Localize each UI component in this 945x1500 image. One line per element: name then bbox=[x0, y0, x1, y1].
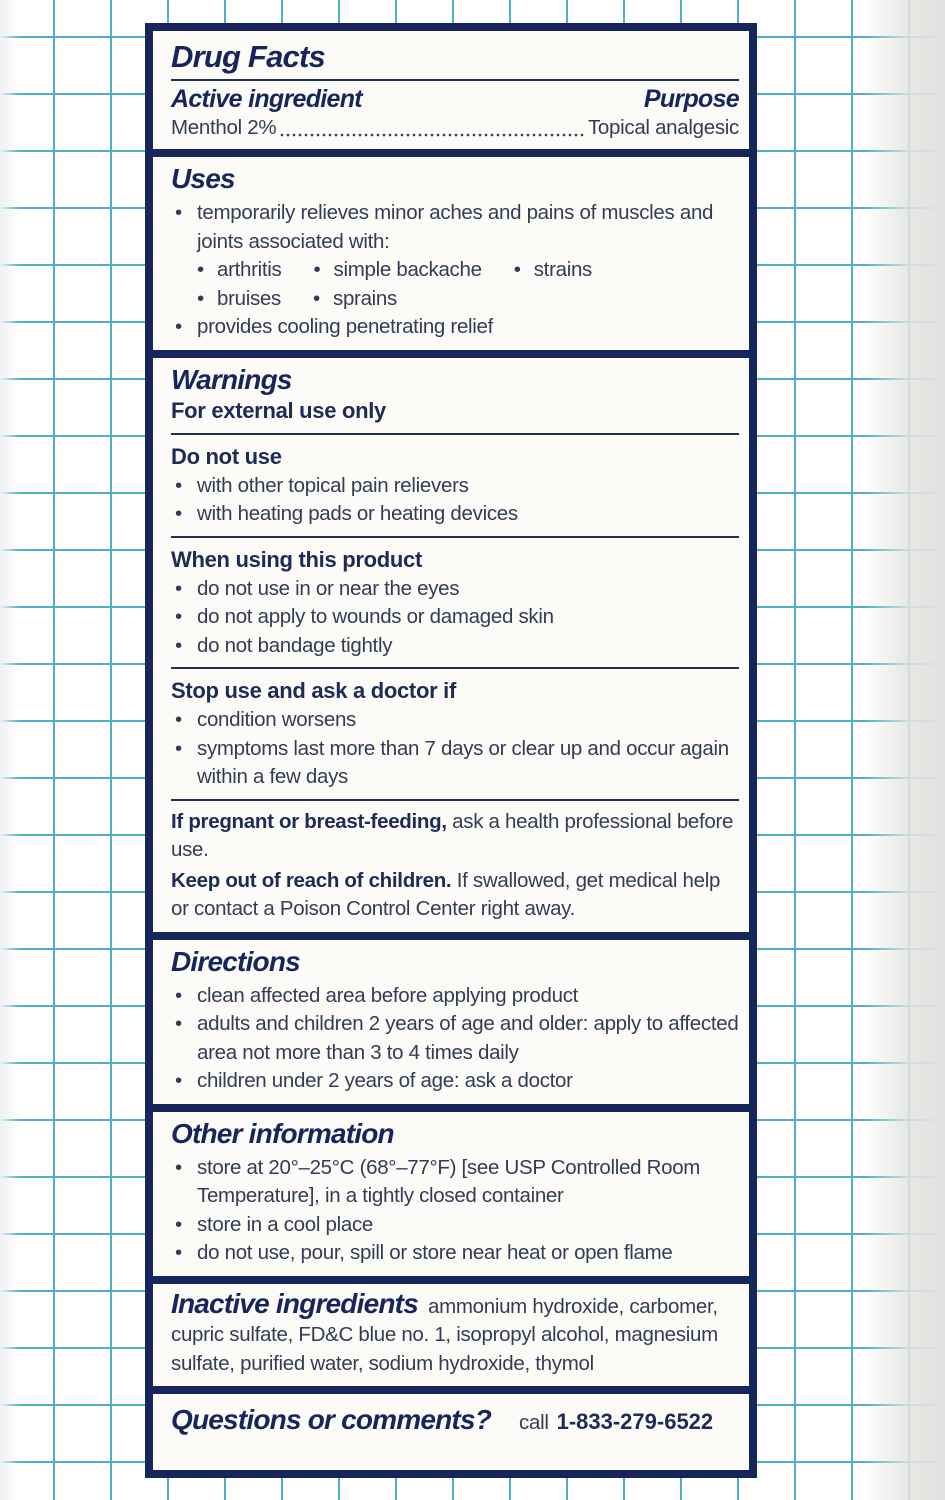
call-prefix: call bbox=[519, 1411, 549, 1434]
phone-number: 1-833-279-6522 bbox=[556, 1409, 714, 1434]
section-divider bbox=[153, 1276, 749, 1284]
when-using-subhead: When using this product bbox=[171, 546, 422, 572]
bullet-icon: • bbox=[175, 1241, 182, 1264]
inactive-ingredients-heading: Inactive ingredients bbox=[171, 1287, 418, 1319]
bullet-icon: • bbox=[175, 983, 182, 1007]
do-not-use-bullet: • with heating pads or heating devices bbox=[171, 500, 739, 529]
do-not-use-bullet: • with other topical pain relievers bbox=[171, 472, 739, 501]
uses-bullet-main: • temporarily relieves minor aches and pains of muscles and joints associated with: bbox=[171, 199, 739, 256]
bullet-icon: • bbox=[175, 1212, 182, 1236]
right-edge-fade bbox=[863, 0, 945, 1500]
inactive-ingredients-section bbox=[153, 1284, 749, 1387]
warnings-divider-line bbox=[171, 433, 739, 435]
dotted-leader bbox=[279, 126, 585, 138]
warnings-section bbox=[153, 358, 749, 932]
bullet-icon: • bbox=[175, 605, 182, 628]
ingredient-name: Menthol 2% bbox=[171, 116, 277, 139]
section-divider bbox=[153, 1386, 749, 1394]
when-using-bullet: • do not bandage tightly bbox=[171, 632, 739, 661]
warnings-divider-line bbox=[171, 536, 739, 538]
do-not-use-subhead: Do not use bbox=[171, 443, 282, 469]
children-warning: Keep out of reach of children. If swallowed, get medical help or contact a Poison Control Center right away. bbox=[171, 868, 721, 920]
uses-sub-bullet: • arthritis bbox=[195, 256, 282, 285]
uses-sub-bullet: • simple backache bbox=[312, 256, 482, 285]
other-information-bullet: • store in a cool place bbox=[171, 1211, 739, 1240]
bullet-icon: • bbox=[513, 258, 521, 281]
active-ingredient-row bbox=[171, 85, 739, 114]
uses-bullet-last: • provides cooling penetrating relief bbox=[171, 313, 739, 342]
bullet-icon: • bbox=[175, 708, 182, 731]
when-using-bullet: • do not use in or near the eyes bbox=[171, 575, 739, 604]
purpose-value: Topical analgesic bbox=[587, 116, 739, 139]
uses-sub-bullet: • sprains bbox=[311, 285, 397, 314]
bullet-icon: • bbox=[175, 1155, 182, 1179]
active-ingredient-heading: Active ingredient bbox=[171, 85, 362, 113]
uses-sub-bullet: • strains bbox=[512, 256, 592, 285]
external-use-line: For external use only bbox=[171, 397, 386, 423]
bullet-icon: • bbox=[175, 315, 182, 338]
bullet-icon: • bbox=[313, 258, 321, 281]
uses-sub-bullet-row-2 bbox=[195, 285, 739, 314]
bullet-icon: • bbox=[175, 633, 182, 657]
bullet-icon: • bbox=[175, 1012, 182, 1035]
uses-section bbox=[153, 157, 749, 350]
bullet-icon: • bbox=[313, 286, 320, 310]
bullet-icon: • bbox=[175, 1069, 182, 1092]
bullet-icon: • bbox=[175, 502, 182, 525]
directions-bullet: • adults and children 2 years of age and older: apply to affected area not more than 3 to 4 times daily bbox=[171, 1010, 739, 1067]
drug-facts-label bbox=[145, 23, 757, 1478]
bullet-icon: • bbox=[175, 736, 182, 760]
other-information-heading: Other information bbox=[171, 1117, 394, 1149]
warnings-divider-line bbox=[171, 799, 739, 801]
uses-sub-bullet: • bruises bbox=[195, 285, 281, 314]
directions-heading: Directions bbox=[171, 945, 300, 977]
stop-use-subhead: Stop use and ask a doctor if bbox=[171, 678, 456, 703]
inactive-ingredients-text: Inactive ingredients ammonium hydroxide, carbomer, cupric sulfate, FD&C blue no. 1, isopropyl alcohol, magnesium sulfate, purified water, sodium hydroxide, thymol bbox=[171, 1287, 718, 1375]
uses-heading: Uses bbox=[171, 163, 235, 194]
purpose-heading: Purpose bbox=[643, 85, 739, 113]
section-divider bbox=[153, 1104, 749, 1112]
stop-use-bullet: • condition worsens bbox=[171, 706, 739, 735]
header-divider-line bbox=[171, 79, 739, 81]
bullet-icon: • bbox=[175, 473, 182, 497]
bullet-icon: • bbox=[175, 576, 182, 600]
uses-sub-bullet-row-1 bbox=[195, 256, 739, 285]
bullet-icon: • bbox=[197, 258, 204, 281]
stop-use-bullet: • symptoms last more than 7 days or clear up and occur again within a few days bbox=[171, 735, 739, 792]
other-information-bullet: • do not use, pour, spill or store near heat or open flame bbox=[171, 1239, 739, 1268]
bullet-icon: • bbox=[175, 201, 182, 224]
ingredient-purpose-row bbox=[171, 114, 739, 141]
directions-section bbox=[153, 940, 749, 1104]
questions-row bbox=[171, 1400, 739, 1438]
left-edge-fade bbox=[0, 0, 20, 1500]
section-divider bbox=[153, 932, 749, 940]
pregnant-warning: If pregnant or breast-feeding, ask a health professional before use. bbox=[171, 809, 734, 861]
section-divider bbox=[153, 149, 749, 157]
drug-facts-title: Drug Facts bbox=[171, 39, 325, 74]
questions-section bbox=[153, 1394, 749, 1446]
directions-bullet: • clean affected area before applying product bbox=[171, 982, 739, 1011]
questions-heading: Questions or comments? bbox=[171, 1404, 492, 1435]
other-information-bullet: • store at 20°–25°C (68°–77°F) [see USP Controlled Room Temperature], in a tightly closed container bbox=[171, 1154, 739, 1211]
warnings-heading: Warnings bbox=[171, 363, 292, 395]
other-information-section bbox=[153, 1112, 749, 1276]
header-section bbox=[153, 31, 749, 149]
when-using-bullet: • do not apply to wounds or damaged skin bbox=[171, 603, 739, 632]
directions-bullet: • children under 2 years of age: ask a doctor bbox=[171, 1067, 739, 1096]
warnings-divider-line bbox=[171, 667, 739, 669]
bullet-icon: • bbox=[197, 286, 204, 310]
section-divider bbox=[153, 350, 749, 358]
